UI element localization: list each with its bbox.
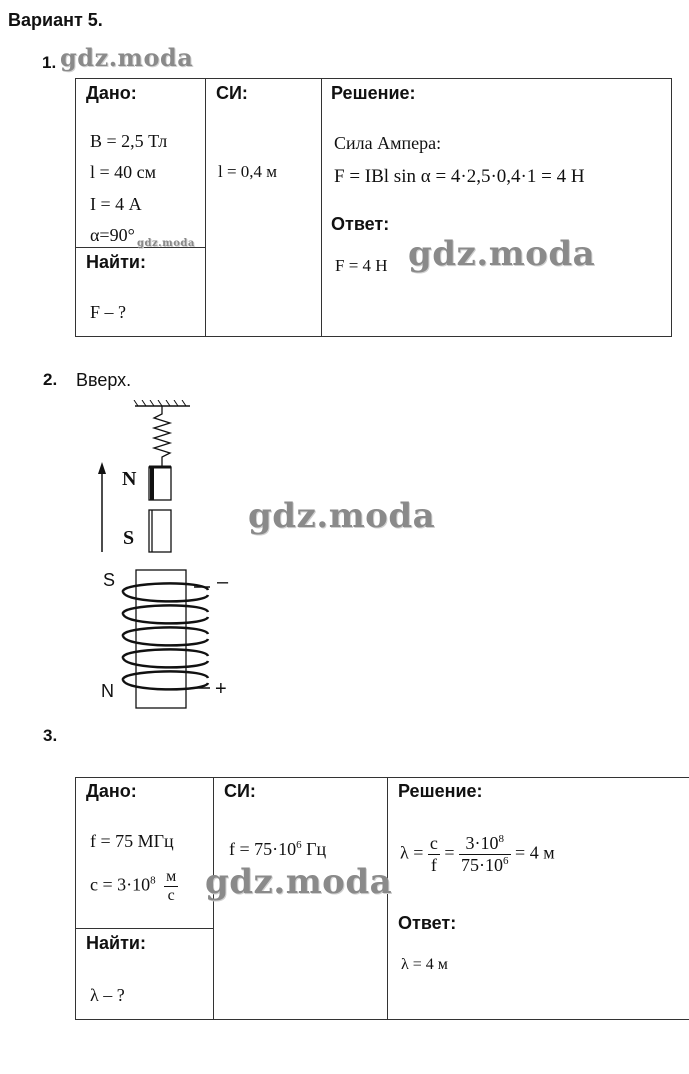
magnet-pole-label: S [123, 527, 135, 549]
task3-number: 3. [43, 726, 58, 745]
table-border [75, 336, 671, 337]
coil-pole-label: N [101, 681, 114, 701]
table-border [75, 1019, 689, 1020]
answer-value: F = 4 Н [335, 256, 388, 275]
si-value: $f = 75\cdot 10^6$ Гц [229, 839, 327, 859]
table-border [75, 928, 214, 929]
given-value: B = 2,5 Тл [90, 131, 168, 151]
page-title: Вариант 5. [8, 10, 103, 30]
solution-header: Решение: [331, 83, 416, 103]
watermark: gdz.moda [60, 43, 194, 72]
table-border [671, 78, 672, 337]
solution-header: Решение: [398, 781, 483, 801]
find-value: F – ? [90, 302, 126, 322]
given-header: Дано: [86, 781, 137, 801]
answer-header: Ответ: [331, 214, 390, 234]
answer-header: Ответ: [398, 913, 457, 933]
watermark: gdz.moda [205, 862, 393, 902]
si-header: СИ: [224, 781, 256, 801]
solution-formula: λ = $\frac{c}{f}$ = $\frac{3\cdot 10^8}{75\cdot 10^6}$ = 4 м [400, 833, 555, 875]
table-border [75, 78, 76, 337]
find-header: Найти: [86, 933, 146, 953]
watermark: gdz.moda [408, 234, 596, 274]
si-header: СИ: [216, 83, 248, 103]
watermark: gdz.moda [248, 496, 436, 536]
magnet-coil-diagram [90, 400, 250, 720]
task2-answer: Вверх. [76, 370, 132, 390]
table-border [75, 777, 689, 778]
find-header: Найти: [86, 252, 146, 272]
find-value: λ – ? [90, 985, 125, 1005]
terminal-plus: + [215, 678, 227, 700]
table-border [75, 78, 671, 79]
task1-number: 1. [42, 53, 57, 72]
si-value: l = 0,4 м [218, 162, 278, 181]
table-border [321, 78, 322, 337]
given-value: $c = 3\cdot 10^8$ $\frac{м}{с}$ [90, 868, 177, 904]
coil-pole-label: S [103, 570, 116, 590]
given-value: I = 4 А [90, 194, 142, 214]
solution-line: Сила Ампера: [334, 133, 442, 153]
answer-value: λ = 4 м [401, 956, 448, 973]
given-value: f = 75 МГц [90, 831, 174, 851]
given-header: Дано: [86, 83, 137, 103]
table-border [75, 777, 76, 1020]
solution-line: F = IBl sin α = 4·2,5·0,4·1 = 4 Н [334, 166, 585, 187]
given-value: α=90° [90, 225, 135, 245]
task2-number: 2. [43, 370, 58, 389]
watermark-small: gdz.moda [137, 238, 195, 249]
magnet-pole-label: N [122, 468, 137, 490]
terminal-minus: – [217, 571, 229, 593]
table-border [205, 78, 206, 337]
given-value: l = 40 см [90, 162, 157, 182]
